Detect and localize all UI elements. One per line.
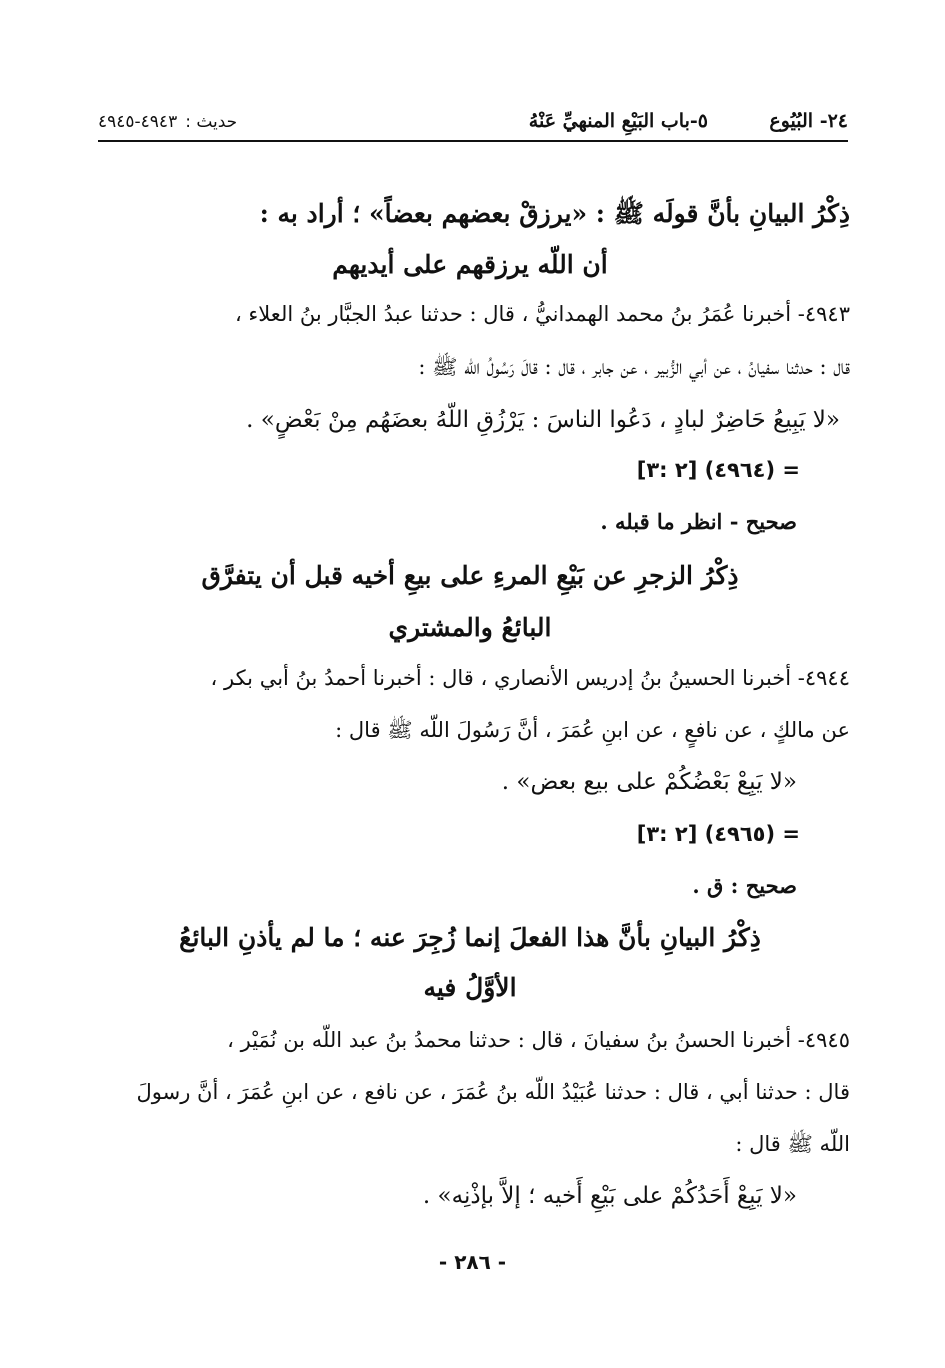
hadith-4945-line-3: اللّه ﷺ قال : bbox=[735, 1132, 850, 1156]
section-title-2-line-2: البائعُ والمشتري bbox=[388, 613, 552, 642]
hadith-4944-line-1: ٤٩٤٤- أخبرنا الحسينُ بنُ إدريس الأنصاري ، قال : أخبرنا أحمدُ بنُ أبي بكر ، bbox=[210, 666, 850, 690]
chapter-title: ٥-باب البَيْعِ المنهيِّ عَنْهُ bbox=[528, 110, 708, 132]
hadith-4943-ref: = (٤٩٦٤) [٢ :٣] bbox=[636, 458, 800, 482]
hadith-4943-line-1: ٤٩٤٣- أخبرنا عُمَرُ بنُ محمد الهمدانيُّ ، قال : حدثنا عبدُ الجبَّار بنُ العلاء ، bbox=[234, 302, 850, 326]
section-title-3-line-2: الأوَّلُ فيه bbox=[423, 973, 517, 1002]
section-title-1-line-1: ذِكْرُ البيانِ بأنَّ قولَه ﷺ : «يرزقْ بعضهم بعضاً» ؛ أراد به : bbox=[259, 199, 850, 228]
section-title-2-line-1: ذِكْرُ الزجرِ عن بَيْعِ المرءِ على بيعِ أخيه قبل أن يتفرَّق bbox=[201, 561, 739, 590]
hadith-range-value: ٤٩٤٣-٤٩٤٥ bbox=[98, 112, 178, 132]
hadith-4943-matn: «لا يَبِيعُ حَاضِرٌ لبادٍ ، دَعُوا الناسَ : يَرْزُقِ اللّهُ بعضَهُم مِنْ بَعْضٍ» . bbox=[246, 407, 840, 433]
hadith-4945-matn: «لا يَبِعْ أَحَدُكُمْ على بَيْعِ أَخيه ؛ إلاَّ بإذْنِه» . bbox=[422, 1183, 797, 1209]
hadith-4945-line-1: ٤٩٤٥- أخبرنا الحسنُ بنُ سفيانَ ، قال : حدثنا محمدُ بنُ عبد اللّه بن نُمَيْر ، bbox=[227, 1028, 850, 1052]
hadith-4944-grade: صحيح : ق . bbox=[692, 873, 797, 898]
hadith-4943-line-2: قال : حدثنا سفيانُ ، عن أبي الزُّبير ، عن جابر ، قال : قالَ رَسُولُ اللّه ﷺ : bbox=[418, 355, 850, 379]
book-title: ٢٤- البُيُوع bbox=[769, 110, 848, 132]
hadith-4944-ref: = (٤٩٦٥) [٢ :٣] bbox=[636, 822, 800, 846]
running-header bbox=[98, 104, 848, 142]
hadith-4945-line-2: قال : حدثنا أبي ، قال : حدثنا عُبَيْدُ اللّه بنُ عُمَرَ ، عن نافع ، عن ابنِ عُمَرَ ، أنَّ رسولَ bbox=[136, 1080, 850, 1104]
section-title-1-line-2: أن اللّه يرزقهم على أيديهم bbox=[332, 250, 608, 279]
hadith-4943-grade: صحيح - انظر ما قبله . bbox=[600, 509, 797, 534]
hadith-4944-line-2: عن مالكٍ ، عن نافعٍ ، عن ابنِ عُمَرَ ، أنَّ رَسُولَ اللّه ﷺ قال : bbox=[335, 718, 850, 742]
hadith-range-label: حديث : bbox=[185, 112, 238, 132]
hadith-range bbox=[98, 112, 237, 132]
section-title-3-line-1: ذِكْرُ البيانِ بأنَّ هذا الفعلَ إنما زُجِرَ عنه ؛ ما لم يأذنِ البائعُ bbox=[179, 923, 761, 952]
hadith-4944-matn: «لا يَبِعْ بَعْضُكُمْ على بيع بعض» . bbox=[501, 769, 797, 795]
page-number: - ٢٨٦ - bbox=[438, 1250, 507, 1274]
